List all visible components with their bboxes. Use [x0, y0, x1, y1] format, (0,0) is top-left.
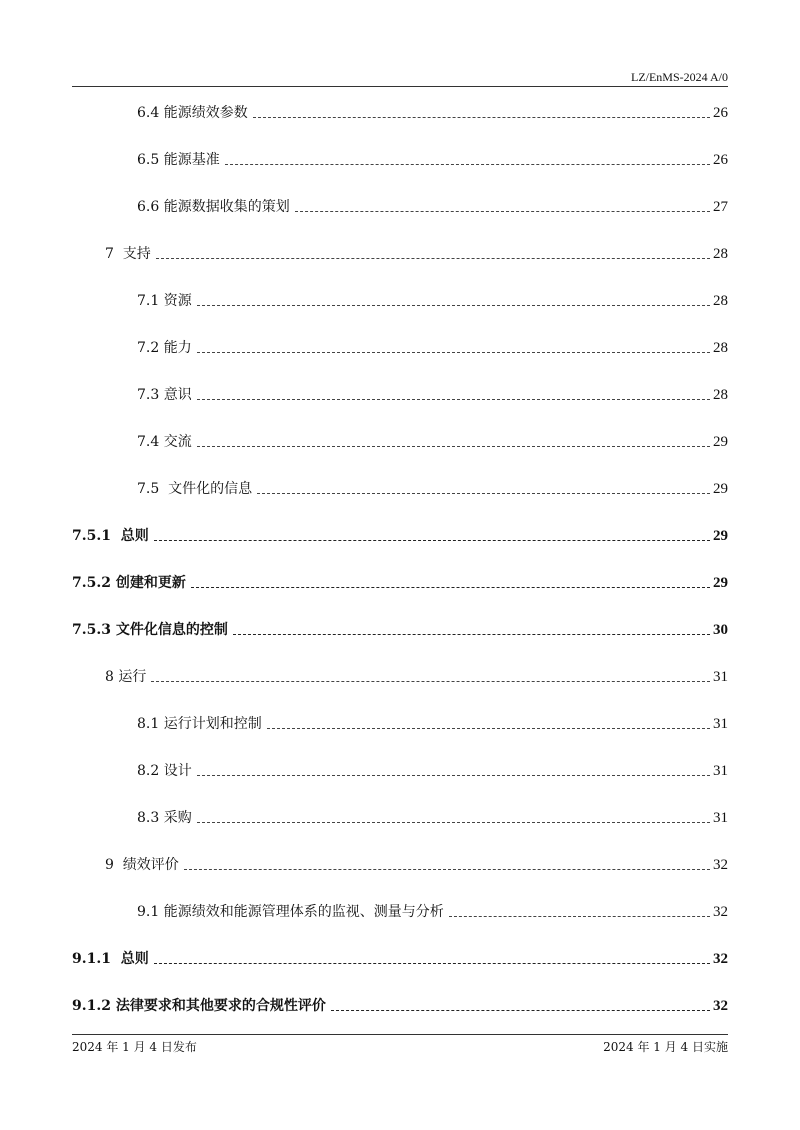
toc-entry-page-number: 27	[713, 199, 728, 215]
toc-entry[interactable]	[137, 147, 728, 169]
toc-leader-dashes	[156, 248, 710, 259]
toc-entry-page-number: 26	[713, 152, 728, 168]
toc-entry[interactable]	[105, 241, 728, 263]
toc-entry-page-number: 29	[713, 481, 728, 497]
toc-entry[interactable]	[137, 382, 728, 404]
toc-leader-dashes	[154, 530, 710, 541]
issue-date: 2024 年 1 月 4 日发布	[72, 1040, 197, 1054]
toc-entry-label: 7.2 能力	[137, 340, 192, 356]
toc-entry[interactable]	[72, 523, 728, 545]
toc-entry-page-number: 29	[713, 434, 728, 450]
toc-entry-label: 9.1 能源绩效和能源管理体系的监视、测量与分析	[137, 904, 444, 920]
toc-entry-label: 7.1 资源	[137, 293, 192, 309]
toc-entry-page-number: 32	[713, 951, 728, 967]
toc-entry[interactable]	[137, 805, 728, 827]
toc-entry-page-number: 29	[713, 528, 728, 544]
document-code: LZ/EnMS-2024 A/0	[630, 70, 728, 84]
toc-leader-dashes	[197, 342, 710, 353]
toc-entry[interactable]	[72, 946, 728, 968]
toc-entry-label: 7 支持	[105, 246, 151, 262]
toc-entry-label: 9.1.2 法律要求和其他要求的合规性评价	[72, 998, 326, 1014]
toc-leader-dashes	[449, 906, 710, 917]
toc-entry-label: 7.5.1 总则	[72, 528, 149, 544]
toc-entry-page-number: 30	[713, 622, 728, 638]
toc-entry[interactable]	[105, 664, 728, 686]
toc-entry-label: 6.5 能源基准	[137, 152, 220, 168]
toc-entry-label: 8.2 设计	[137, 763, 192, 779]
toc-leader-dashes	[295, 201, 710, 212]
toc-entry-page-number: 31	[713, 763, 728, 779]
toc-entry-label: 7.5.2 创建和更新	[72, 575, 186, 591]
toc-entry-label: 6.4 能源绩效参数	[137, 105, 248, 121]
toc-entry-page-number: 28	[713, 340, 728, 356]
toc-leader-dashes	[197, 389, 710, 400]
toc-entry[interactable]	[137, 758, 728, 780]
toc-entry[interactable]	[72, 570, 728, 592]
toc-entry[interactable]	[137, 288, 728, 310]
toc-leader-dashes	[197, 765, 710, 776]
toc-entry[interactable]	[137, 335, 728, 357]
toc-entry-page-number: 32	[713, 998, 728, 1014]
toc-leader-dashes	[151, 671, 710, 682]
toc-entry-label: 7.5.3 文件化信息的控制	[72, 622, 228, 638]
toc-entry[interactable]	[137, 476, 728, 498]
toc-entry-page-number: 26	[713, 105, 728, 121]
toc-entry-label: 9.1.1 总则	[72, 951, 149, 967]
toc-entry-label: 8.1 运行计划和控制	[137, 716, 262, 732]
toc-entry[interactable]	[137, 711, 728, 733]
toc-entry[interactable]	[137, 899, 728, 921]
toc-entry[interactable]	[137, 429, 728, 451]
toc-entry-page-number: 28	[713, 293, 728, 309]
toc-leader-dashes	[267, 718, 710, 729]
header-divider	[72, 86, 728, 87]
toc-entry[interactable]	[137, 194, 728, 216]
toc-leader-dashes	[257, 483, 710, 494]
toc-leader-dashes	[225, 154, 710, 165]
toc-leader-dashes	[253, 107, 710, 118]
toc-entry-page-number: 32	[713, 857, 728, 873]
toc-entry[interactable]	[72, 993, 728, 1015]
toc-entry-label: 9 绩效评价	[105, 857, 179, 873]
toc-leader-dashes	[154, 953, 710, 964]
toc-leader-dashes	[191, 577, 710, 588]
toc-leader-dashes	[197, 436, 710, 447]
toc-entry-page-number: 28	[713, 246, 728, 262]
toc-entry-page-number: 31	[713, 716, 728, 732]
footer-divider	[72, 1034, 728, 1035]
toc-entry[interactable]	[72, 617, 728, 639]
toc-entry-page-number: 28	[713, 387, 728, 403]
toc-leader-dashes	[184, 859, 710, 870]
toc-leader-dashes	[197, 295, 710, 306]
toc-leader-dashes	[197, 812, 710, 823]
toc-entry[interactable]	[137, 100, 728, 122]
toc-entry-page-number: 31	[713, 669, 728, 685]
toc-entry-label: 7.3 意识	[137, 387, 192, 403]
toc-entry-label: 7.4 交流	[137, 434, 192, 450]
toc-entry-page-number: 29	[713, 575, 728, 591]
toc-leader-dashes	[331, 1000, 710, 1011]
toc-entry-label: 8 运行	[105, 669, 147, 685]
toc-entry-label: 7.5 文件化的信息	[137, 481, 253, 497]
toc-entry-label: 6.6 能源数据收集的策划	[137, 199, 290, 215]
toc-entry-page-number: 31	[713, 810, 728, 826]
toc-entry-label: 8.3 采购	[137, 810, 192, 826]
effective-date: 2024 年 1 月 4 日实施	[603, 1040, 728, 1054]
toc-leader-dashes	[233, 624, 710, 635]
toc-entry[interactable]	[105, 852, 728, 874]
toc-entry-page-number: 32	[713, 904, 728, 920]
